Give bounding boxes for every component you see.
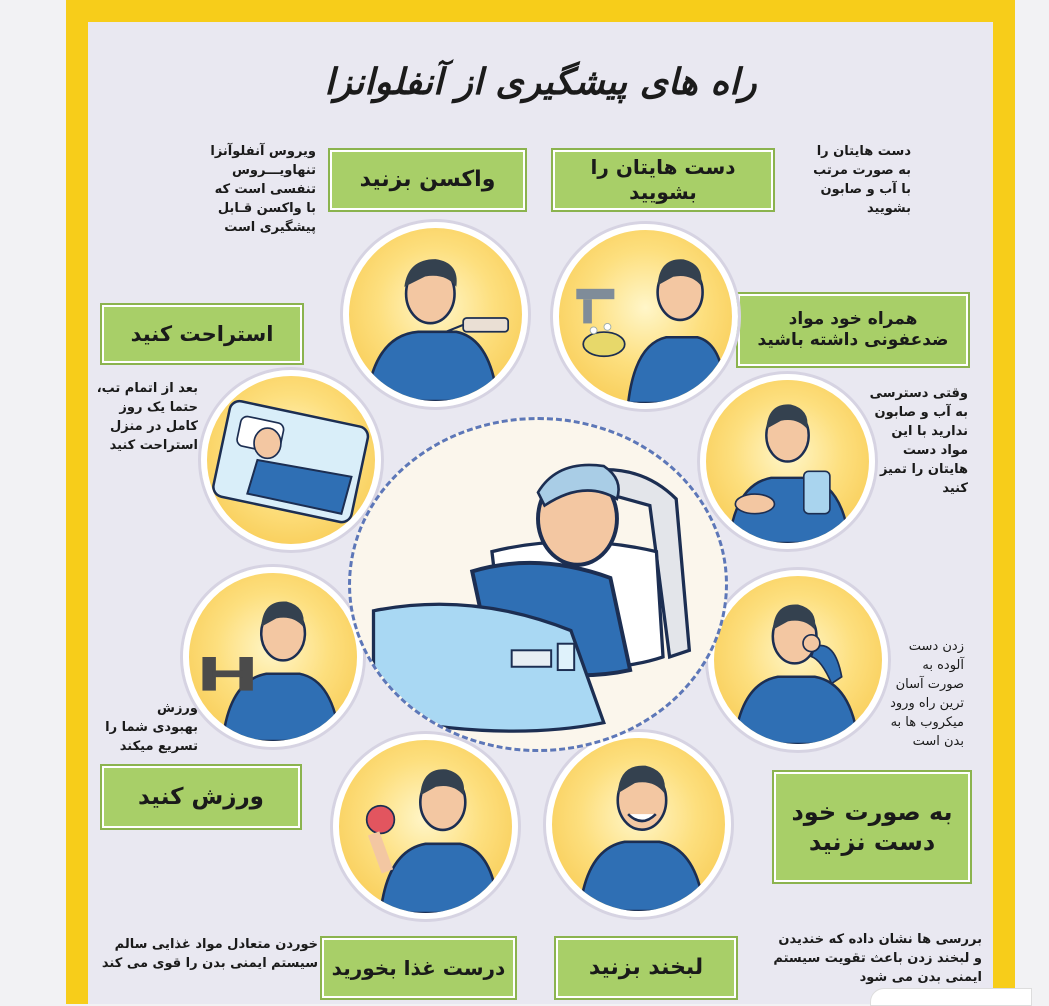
note-line: بدن است: [912, 734, 964, 749]
tip-vaccine-label-text: واکسن بزنید: [359, 167, 496, 193]
smiling-person-icon: [552, 738, 725, 911]
note-line: به صورت مرتب: [813, 163, 911, 178]
sick-person-illustration: [348, 417, 728, 752]
note-line: با واکسن قـابل: [217, 201, 316, 216]
note-line: حتما یک روز: [119, 400, 198, 415]
vaccine-illustration: [343, 222, 528, 407]
tip-exercise-label-text: ورزش کنید: [138, 783, 264, 810]
note-line: ایمنی بدن می شود: [859, 970, 982, 985]
tip-smile-label-text: لبخند بزنید: [588, 955, 704, 981]
rest-illustration: [201, 370, 381, 550]
tip-wash-label: [553, 150, 773, 210]
infographic-poster: [88, 22, 993, 1004]
note-line: بهبودی شما را: [105, 720, 198, 735]
sick-in-bed-icon: [351, 420, 725, 749]
eating-person-icon: [339, 740, 512, 913]
tip-exercise-label: [102, 766, 300, 828]
note-line: ورزش: [157, 701, 198, 716]
tip-rest-label-text: استراحت کنید: [130, 321, 274, 346]
tip-vaccine-label: [330, 150, 525, 210]
smile-illustration: [546, 732, 731, 917]
tip-rest-label: [102, 305, 302, 363]
eat-illustration: [333, 734, 518, 919]
tip-exercise-note: [98, 699, 198, 756]
tip-rest-note: [90, 379, 198, 455]
tip-wash-note: [796, 142, 911, 218]
dumbbell-person-icon: [189, 573, 357, 741]
note-line: کنید: [942, 481, 968, 496]
note-line: استراحت کنید: [109, 438, 198, 453]
tip-face-label-line: دست نزنید: [808, 828, 936, 856]
note-line: زدن دست: [908, 639, 964, 654]
note-line: ویروس آنفلوآنزا: [210, 144, 316, 159]
note-line: میکروب ها به: [890, 715, 964, 730]
tip-disinfect-label-line: ضدعفونی داشته باشید: [757, 330, 949, 350]
note-line: با آب و صابون: [820, 182, 911, 197]
tip-eat-label-text: درست غذا بخورید: [331, 955, 506, 980]
page-corner-widget: [870, 988, 1032, 1006]
note-line: بشویید: [867, 201, 911, 216]
note-line: آلوده به: [922, 658, 964, 673]
note-line: بعد از اتمام تب،: [96, 381, 198, 396]
tip-disinfect-label: [738, 294, 968, 366]
sleeping-person-icon: [207, 376, 375, 544]
washing-person-icon: [559, 230, 732, 403]
tip-wash-label-text: دست هایتان را بشویید: [590, 155, 736, 204]
tip-eat-note: [96, 935, 318, 973]
tip-face-label-line: به صورت خود: [791, 798, 953, 826]
vaccine-person-icon: [349, 228, 522, 401]
tip-face-label: [774, 772, 970, 882]
note-line: سیستم ایمنی بدن را قوی می کند: [101, 956, 318, 971]
sanitizer-person-icon: [706, 380, 869, 543]
disinfect-illustration: [700, 374, 875, 549]
wash-hands-illustration: [553, 224, 738, 409]
note-line: تسریع میکند: [119, 739, 198, 754]
exercise-illustration: [183, 567, 363, 747]
note-line: صورت آسان: [895, 677, 964, 692]
note-line: هایتان را تمیز: [879, 462, 968, 477]
note-line: کامل در منزل: [109, 419, 198, 434]
poster-title: راه های پیشگیری از آنفلوانزا: [324, 62, 757, 103]
note-line: دست هایتان را: [816, 144, 911, 159]
note-line: خوردن متعادل مواد غذایی سالم: [114, 937, 318, 952]
note-line: ندارید با این: [891, 424, 968, 439]
tip-smile-note: [746, 930, 982, 987]
tip-disinfect-label-line: همراه خود مواد: [788, 308, 918, 329]
note-line: به آب و صابون: [874, 405, 968, 420]
tip-vaccine-note: [188, 142, 316, 237]
tip-smile-label: [556, 938, 736, 998]
note-line: بررسی ها نشان داده که خندیدن: [778, 932, 982, 947]
note-line: ترین راه ورود: [890, 696, 964, 711]
face-touch-illustration: [708, 570, 888, 750]
note-line: پیشگیری است: [224, 220, 316, 235]
note-line: تنهاویـــروس: [231, 163, 316, 178]
note-line: تنفسی است که: [214, 182, 316, 197]
note-line: و لبخند زدن باعث تقویت سیستم: [773, 951, 982, 966]
tip-disinfect-note: [858, 384, 968, 498]
tip-eat-label: [322, 938, 515, 998]
note-line: وقتی دسترسی: [869, 386, 968, 401]
note-line: مواد دست: [902, 443, 968, 458]
touching-face-person-icon: [714, 576, 882, 744]
